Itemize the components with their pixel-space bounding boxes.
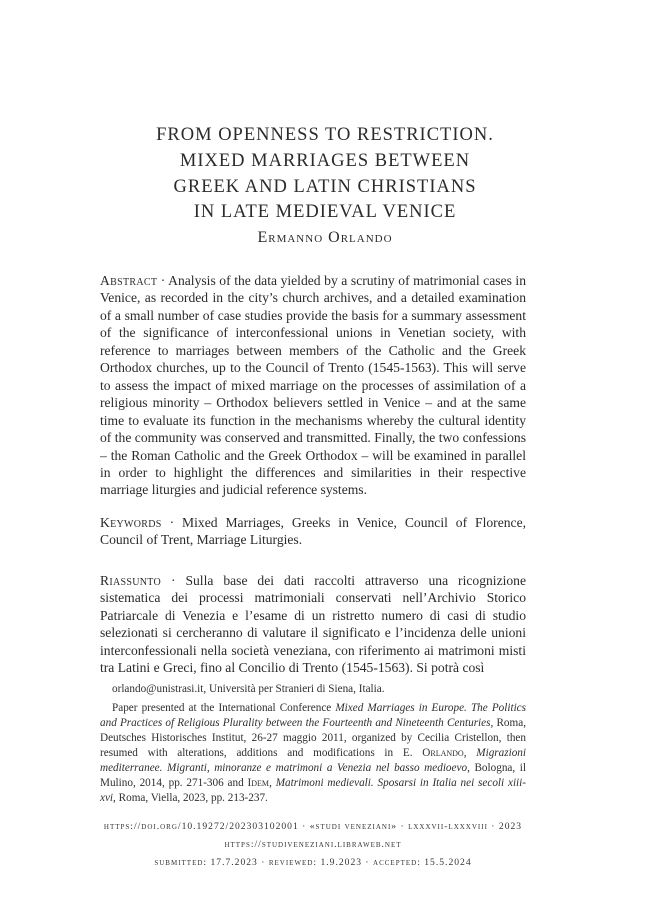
abstract-label: Abstract <box>100 273 158 288</box>
book-title: Matrimoni medievali. Sposarsi in Italia nei secoli xiii-xvi <box>100 777 526 804</box>
keywords-paragraph <box>100 514 526 549</box>
note-text: , <box>463 747 477 759</box>
note-text: , Roma, Deutsches Historisches Institut, 26-27 maggio 2011, organized by Cecilia Cristellon, then resumed with alterations, additions and modifications in E. <box>100 717 526 759</box>
title-line: FROM OPENNESS TO RESTRICTION. <box>156 125 494 145</box>
riassunto-separator: · <box>161 573 186 588</box>
doi-line[interactable]: https://doi.org/10.19272/202303102001 · «studi veneziani» · lxxxvii-lxxxviii · 2023 <box>103 821 523 832</box>
riassunto-text: Sulla base dei dati raccolti attraverso una ricognizione sistematica dei processi matrimoniali conservati nell’Archivio Storico Patriarcale di Venezia e l’esame di un ristretto numero di casi di studio selezionati si cercheranno di valutare il significato e l’incidenza delle unioni interconfessionali nella società veneziana, con riferimento ai matrimoni misti tra Latini e Greci, fino al Concilio di Trento (1545-1563). Si potrà così <box>100 573 527 676</box>
page-footer <box>100 818 526 872</box>
abstract-paragraph <box>100 272 526 499</box>
note-text: , Bologna, il Mulino, 2014, pp. 271-306 and <box>100 762 526 789</box>
note-text: , Roma, Viella, 2023, pp. 213-237. <box>113 792 268 804</box>
article-title <box>0 123 650 226</box>
title-line: MIXED MARRIAGES BETWEEN <box>179 150 471 171</box>
abstract-separator: · <box>157 273 169 288</box>
keywords-text: Mixed Marriages, Greeks in Venice, Council of Florence, Council of Trent, Marriage Liturgies. <box>100 515 526 548</box>
title-line: IN LATE MEDIEVAL VENICE <box>193 202 457 223</box>
footnotes <box>100 682 526 806</box>
riassunto-label: Riassunto <box>100 573 162 588</box>
cited-author: Idem <box>247 777 270 789</box>
abstract-text: Analysis of the data yielded by a scrutiny of matrimonial cases in Venice, as recorded in the city’s church archives, and a detailed examination of a small number of case studies provide the basis for a summary assessment of the significance of interconfessional unions in Venetian society, with reference to marriages between members of the Catholic and the Greek Orthodox churches, up to the Council of Trento (1545-1563). This will serve to assess the impact of mixed marriage on the processes of assimilation of a religious minority – Orthodox believers settled in Venice – and at the same time to evaluate its function in the mechanisms whereby the cultural identity of the community was conserved and transmitted. Finally, the two confessions – the Roman Catholic and the Greek Orthodox – will be examined in parallel in order to highlight the differences and similarities in their respective marriage liturgies and judicial reference systems. <box>100 273 526 498</box>
cited-author: Orlando <box>422 747 464 759</box>
conference-title: Mixed Marriages in Europe. The Politics and Practices of Religious Plurality between the Fourteenth and Nineteenth Centuries <box>100 702 526 729</box>
journal-url-line[interactable]: https://studiveneziani.libraweb.net <box>224 839 402 850</box>
author-affiliation-note: orlando@unistrasi.it, Università per Stranieri di Siena, Italia. <box>112 683 385 695</box>
keywords-separator: · <box>161 515 183 530</box>
note-text: Paper presented at the International Conference <box>112 702 336 714</box>
submission-dates-line: submitted: 17.7.2023 · reviewed: 1.9.2023 · accepted: 15.5.2024 <box>154 857 472 868</box>
note-text: , <box>269 777 276 789</box>
book-title: Migrazioni mediterranee. Migranti, minoranze e matrimoni a Venezia nel basso medioevo <box>100 747 526 774</box>
keywords-label: Keywords <box>100 515 162 530</box>
paper-note <box>100 701 526 806</box>
riassunto-paragraph <box>100 572 526 677</box>
author-name: Ermanno Orlando <box>257 229 393 246</box>
title-line: GREEK AND LATIN CHRISTIANS <box>173 176 477 197</box>
